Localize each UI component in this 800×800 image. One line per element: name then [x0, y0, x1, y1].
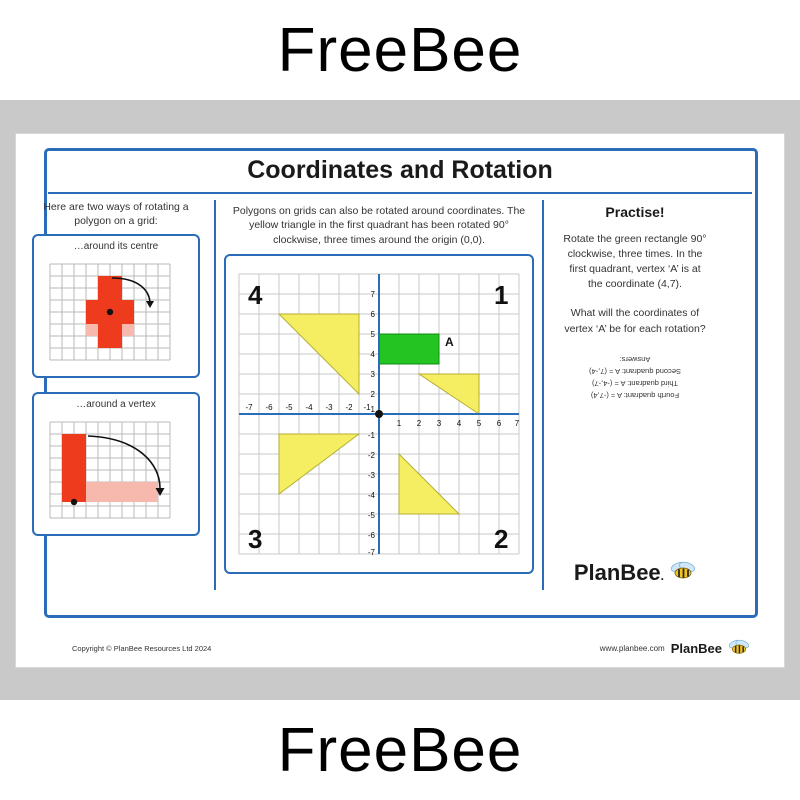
svg-text:-1: -1	[367, 430, 375, 440]
svg-text:6: 6	[370, 309, 375, 319]
answer-item: Fourth quadrant: A = (-7,4)	[590, 390, 680, 400]
bottom-banner	[0, 700, 800, 800]
svg-text:-3: -3	[325, 402, 333, 412]
svg-text:7: 7	[370, 289, 375, 299]
top-banner	[0, 0, 800, 100]
poster-background	[0, 100, 800, 700]
rotation-around-vertex-box	[32, 392, 200, 536]
answer-item: Third quadrant: A = (-4,-7)	[591, 378, 679, 388]
quadrant-label-2: 2	[494, 523, 509, 554]
vertex-rotation-diagram	[34, 414, 198, 526]
left-column	[22, 200, 210, 590]
svg-text:-3: -3	[367, 470, 375, 480]
footer-planbee-logo: PlanBee	[670, 640, 722, 656]
quadrant-label-3: 3	[248, 523, 263, 554]
website-url[interactable]: www.planbee.com	[599, 643, 665, 653]
middle-column	[214, 200, 544, 590]
copyright-text: Copyright © PlanBee Resources Ltd 2024	[72, 643, 212, 653]
svg-text:-5: -5	[285, 402, 293, 412]
vertex-a-label: A	[445, 334, 454, 349]
bee-icon	[670, 560, 696, 586]
svg-text:1: 1	[370, 404, 375, 414]
svg-text:-6: -6	[367, 530, 375, 540]
quadrant-label-1: 1	[494, 279, 509, 310]
top-banner-text: FreeBee	[277, 15, 523, 85]
svg-text:-5: -5	[367, 510, 375, 520]
rotation-around-centre-box	[32, 234, 200, 378]
svg-text:1: 1	[396, 418, 402, 428]
svg-text:5: 5	[476, 418, 482, 428]
svg-text:-2: -2	[345, 402, 353, 412]
right-column	[546, 200, 724, 590]
svg-text:6: 6	[496, 418, 502, 428]
practise-heading: Practise!	[605, 203, 665, 220]
svg-text:7: 7	[514, 418, 520, 428]
svg-text:3: 3	[436, 418, 442, 428]
page-title: Coordinates and Rotation	[247, 155, 553, 184]
svg-text:-4: -4	[367, 490, 375, 500]
svg-text:-2: -2	[367, 450, 375, 460]
coordinate-grid-diagram	[224, 254, 534, 574]
footer-right	[600, 640, 750, 657]
poster	[15, 133, 785, 668]
svg-text:-4: -4	[305, 402, 313, 412]
svg-text:2: 2	[416, 418, 422, 428]
svg-text:2: 2	[370, 389, 375, 399]
bottom-banner-text: FreeBee	[277, 715, 523, 785]
answer-item: Second quadrant: A = (7,-4)	[589, 366, 681, 376]
middle-caption: Polygons on grids can also be rotated around coordinates. The yellow triangle in the first quadrant has been rotated 90° clockwise, three times around the origin (0,0).	[232, 204, 526, 246]
answers-title: Answers:	[619, 354, 651, 364]
rotation-around-centre-label: …around its centre	[73, 240, 159, 252]
svg-text:-1: -1	[363, 402, 371, 412]
planbee-logo-text: PlanBee	[573, 559, 661, 585]
left-caption: Here are two ways of rotating a polygon on a grid:	[43, 200, 189, 227]
svg-text:4: 4	[456, 418, 462, 428]
rotation-around-vertex-label: …around a vertex	[76, 398, 156, 410]
svg-text:4: 4	[370, 349, 375, 359]
footer-bee-icon	[728, 640, 750, 657]
svg-text:3: 3	[370, 369, 375, 379]
planbee-logo: PlanBee.	[546, 560, 724, 586]
centre-rotation-diagram	[34, 256, 198, 368]
practise-question: What will the coordinates of vertex ‘A’ be for each rotation?	[564, 307, 706, 335]
answers-block	[546, 353, 724, 401]
quadrant-label-4: 4	[248, 279, 263, 310]
title-divider	[48, 192, 752, 194]
svg-text:-6: -6	[265, 402, 273, 412]
svg-text:-7: -7	[367, 547, 375, 557]
practise-task: Rotate the green rectangle 90° clockwise, three times. In the first quadrant, vertex ‘A’ is at the coordinate (4,7).	[563, 232, 707, 291]
svg-text:-7: -7	[245, 402, 253, 412]
svg-text:5: 5	[370, 329, 375, 339]
